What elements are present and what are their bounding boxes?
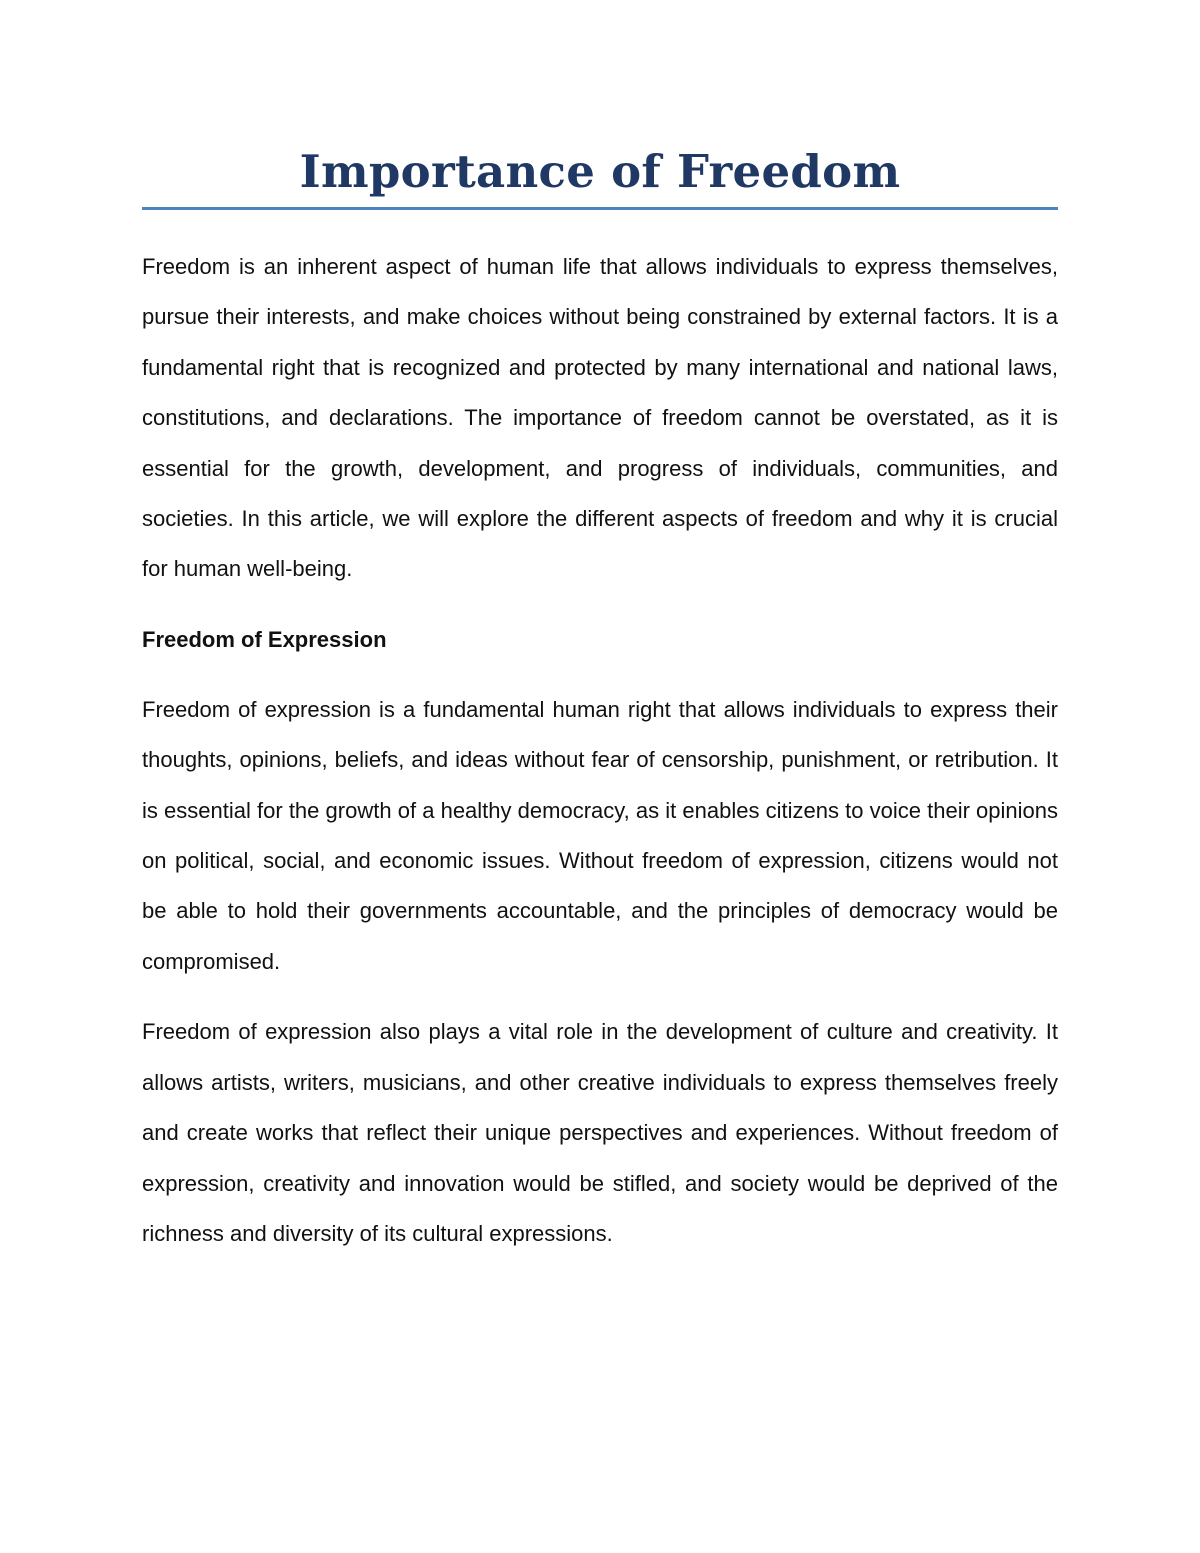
section-paragraph: Freedom of expression is a fundamental human right that allows individuals to express their thoughts, opinions, beliefs, and ideas without fear of censorship, punishment, or retribution. It is essential for the growth of a healthy democracy, as it enables citizens to voice their opinions on political, social, and economic issues. Without freedom of expression, citizens would not be able to hold their governments accountable, and the principles of democracy would be compromised. — [142, 696, 1058, 974]
intro-paragraph: Freedom is an inherent aspect of human life that allows individuals to express themselves, pursue their interests, and make choices without being constrained by external factors. It is a fundamental right that is recognized and protected by many international and national laws, constitutions, and declarations. The importance of freedom cannot be overstated, as it is essential for the growth, development, and progress of individuals, communities, and societies. In this article, we will explore the different aspects of freedom and why it is crucial for human well-being. — [142, 254, 1058, 582]
section-paragraph: Freedom of expression also plays a vital role in the development of culture and creativity. It allows artists, writers, musicians, and other creative individuals to express themselves freely and create works that reflect their unique perspectives and experiences. Without freedom of expression, creativity and innovation would be stifled, and society would be deprived of the richness and diversity of its cultural expressions. — [142, 1019, 1058, 1246]
title-underline — [142, 207, 1058, 210]
section-heading: Freedom of Expression — [142, 626, 387, 652]
document-content — [142, 140, 1058, 1279]
page-title: Importance of Freedom — [299, 145, 901, 198]
